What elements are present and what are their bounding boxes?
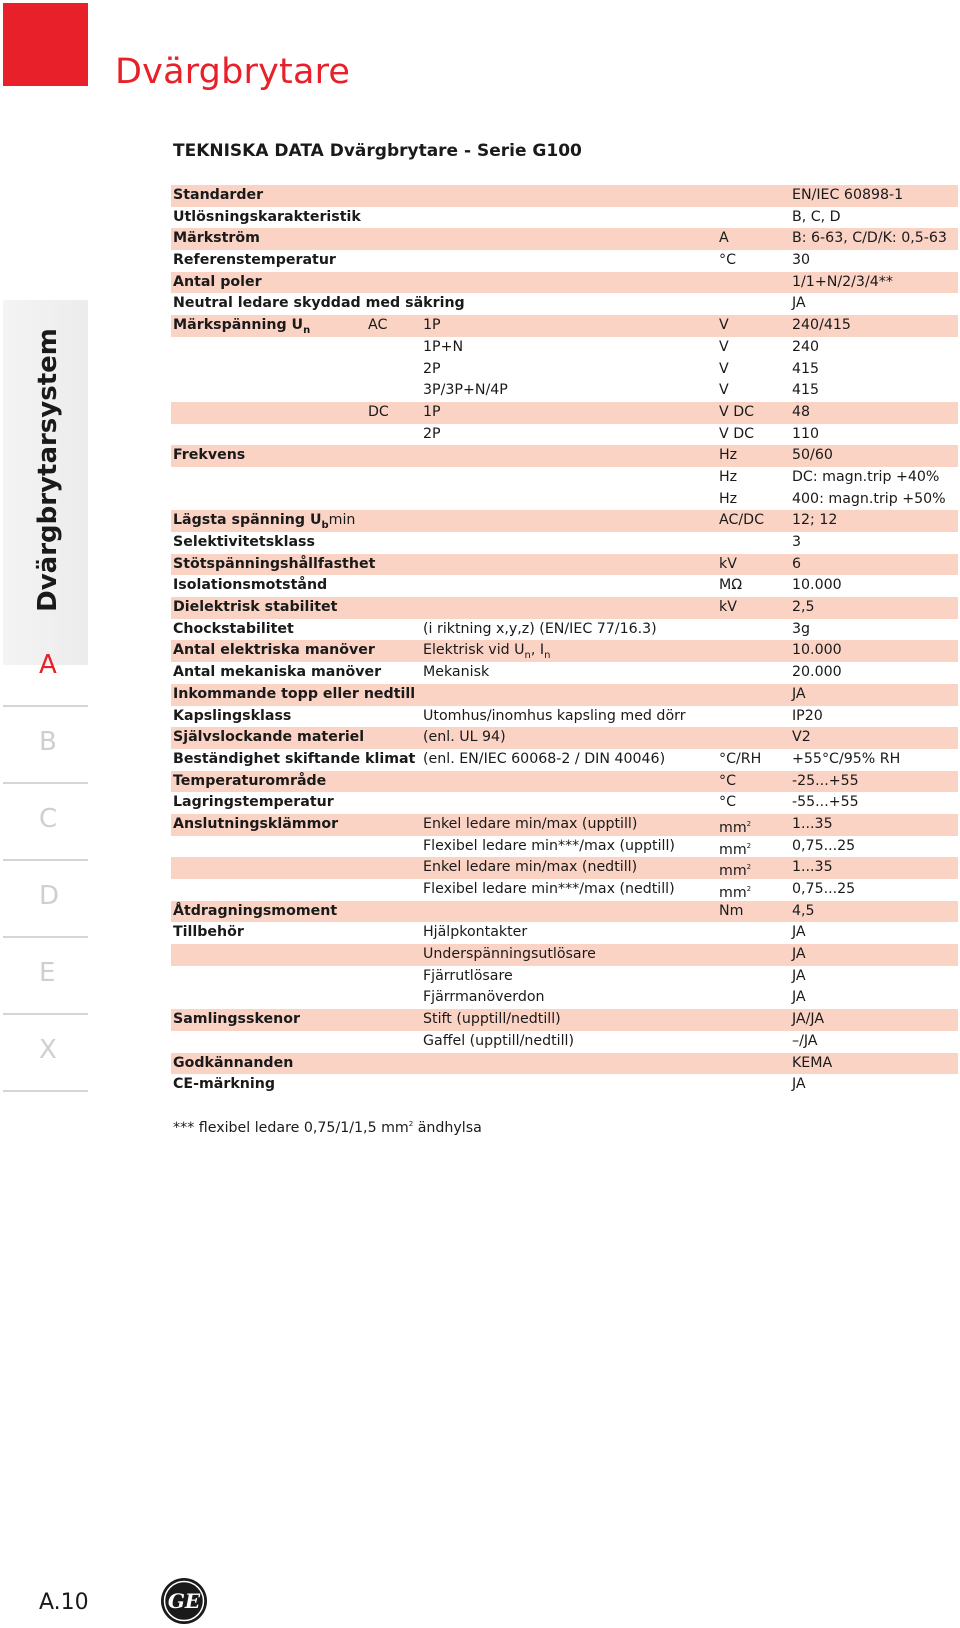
row-value: JA: [792, 967, 806, 984]
row-value: 50/60: [792, 447, 833, 464]
row-unit: A: [719, 230, 729, 247]
page-number: A.10: [39, 1590, 89, 1615]
row-value: JA: [792, 989, 806, 1006]
row-description: 1P: [423, 317, 441, 334]
row-value: 0,75...25: [792, 881, 856, 897]
row-description: Fjärrutlösare: [423, 967, 513, 984]
sidebar-label: Dvärgbrytarsystem: [33, 328, 63, 612]
row-unit: °C: [719, 794, 737, 811]
row-value: IP20: [792, 707, 823, 724]
row-description: Enkel ledare min/max (nedtill): [423, 859, 638, 876]
table-row: [171, 575, 958, 597]
row-description: Fjärrmanöverdon: [423, 989, 545, 1006]
row-value: –/JA: [792, 1032, 818, 1049]
table-row: [171, 185, 958, 207]
table-row: [171, 337, 958, 359]
row-label: Tillbehör: [173, 924, 244, 941]
row-value: 1...35: [792, 859, 833, 876]
sidebar-tab-d[interactable]: D: [3, 859, 88, 938]
row-value: 2,5: [792, 599, 815, 616]
row-subcategory: DC: [368, 403, 389, 420]
table-row: [171, 315, 958, 337]
row-unit: °C/RH: [719, 750, 762, 767]
table-row: [171, 1031, 958, 1053]
row-description: (enl. UL 94): [423, 729, 506, 746]
row-value: 12; 12: [792, 512, 838, 529]
row-unit: kV: [719, 555, 737, 572]
row-value: 6: [792, 555, 802, 572]
row-value: 30: [792, 252, 811, 269]
row-value: 1/1+N/2/3/4**: [792, 273, 893, 290]
row-label: Chockstabilitet: [173, 620, 294, 637]
sidebar-tab-b[interactable]: B: [3, 705, 88, 784]
table-row: [171, 901, 958, 923]
row-description: Stift (upptill/nedtill): [423, 1011, 561, 1028]
row-subcategory: AC: [368, 317, 388, 334]
row-unit: MΩ: [719, 577, 743, 594]
table-row: [171, 814, 958, 836]
row-value: 240: [792, 338, 820, 355]
table-row: [171, 987, 958, 1009]
section-title: TEKNISKA DATA Dvärgbrytare - Serie G100: [173, 141, 582, 161]
sidebar-tab-e[interactable]: E: [3, 936, 88, 1015]
row-description: Hjälpkontakter: [423, 924, 528, 941]
row-value: 20.000: [792, 664, 842, 681]
row-unit: V DC: [719, 403, 755, 420]
table-row: [171, 944, 958, 966]
table-row: [171, 966, 958, 988]
row-unit: Hz: [719, 490, 738, 507]
table-row: [171, 293, 958, 315]
row-value: KEMA: [792, 1054, 833, 1071]
table-row: [171, 272, 958, 294]
row-label: Isolationsmotstånd: [173, 577, 328, 594]
table-row: [171, 207, 958, 229]
table-row: [171, 554, 958, 576]
sidebar-tab-c[interactable]: C: [3, 782, 88, 861]
row-unit: °C: [719, 252, 737, 269]
row-description: 3P/3P+N/4P: [423, 382, 508, 399]
table-row: [171, 510, 958, 532]
table-row: [171, 749, 958, 771]
row-value: 3g: [792, 620, 811, 637]
row-label: Märkström: [173, 230, 260, 247]
row-value: -25...+55: [792, 772, 859, 789]
svg-text:GE: GE: [167, 1589, 201, 1613]
row-unit: kV: [719, 599, 737, 616]
page-title: Dvärgbrytare: [115, 52, 351, 92]
row-label: Neutral ledare skyddad med säkring: [173, 295, 465, 312]
table-row: [171, 879, 958, 901]
row-label: Utlösningskarakteristik: [173, 208, 361, 225]
row-label: Lägsta spänning $U_b\min$: [173, 512, 356, 532]
table-row: [171, 662, 958, 684]
row-value: 400: magn.trip +50%: [792, 490, 946, 507]
row-label: Samlingsskenor: [173, 1011, 300, 1028]
row-description: 1P+N: [423, 338, 464, 355]
row-label: Inkommande topp eller nedtill: [173, 685, 416, 702]
row-unit: AC/DC: [719, 512, 764, 529]
table-row: [171, 836, 958, 858]
row-value: V2: [792, 729, 811, 746]
sidebar-tab-x[interactable]: X: [3, 1013, 88, 1092]
footnote: *** flexibel ledare 0,75/1/1,5 $mm^2$ ändhylsa: [173, 1120, 482, 1136]
table-row: [171, 727, 958, 749]
table-row: [171, 424, 958, 446]
row-value: JA: [792, 924, 806, 941]
row-label: Beständighet skiftande klimat: [173, 750, 416, 767]
row-description: Flexibel ledare min***/max (upptill): [423, 837, 675, 854]
table-row: [171, 1074, 958, 1096]
table-row: [171, 380, 958, 402]
row-label: Godkännanden: [173, 1054, 294, 1071]
row-label: Åtdragningsmoment: [173, 902, 338, 919]
table-row: [171, 684, 958, 706]
row-description: (enl. EN/IEC 60068-2 / DIN 40046): [423, 750, 666, 767]
row-value: 10.000: [792, 577, 842, 594]
row-value: 1...35: [792, 815, 833, 832]
row-unit: $mm^2$: [719, 819, 752, 836]
table-row: [171, 1009, 958, 1031]
row-value: 240/415: [792, 317, 851, 334]
row-value: B: 6-63, C/D/K: 0,5-63: [792, 230, 947, 247]
spec-table: [171, 185, 958, 1096]
row-value: DC: magn.trip +40%: [792, 468, 940, 485]
row-value: JA: [792, 685, 806, 702]
row-unit: °C: [719, 772, 737, 789]
row-unit: Hz: [719, 447, 738, 464]
row-unit: Hz: [719, 468, 738, 485]
row-value: 10.000: [792, 642, 842, 659]
row-unit: V: [719, 338, 729, 355]
row-description: Mekanisk: [423, 664, 490, 681]
row-unit: V: [719, 382, 729, 399]
table-row: [171, 619, 958, 641]
table-row: [171, 792, 958, 814]
row-value: +55°C/95% RH: [792, 750, 901, 767]
row-label: Lagringstemperatur: [173, 794, 334, 811]
row-label: Självslockande materiel: [173, 729, 365, 746]
row-unit: Nm: [719, 902, 744, 919]
row-label: Antal elektriska manöver: [173, 642, 375, 659]
row-value: 48: [792, 403, 811, 420]
table-row: [171, 402, 958, 424]
row-value: EN/IEC 60898-1: [792, 187, 904, 203]
row-label: Dielektrisk stabilitet: [173, 599, 338, 616]
table-row: [171, 250, 958, 272]
row-unit: V DC: [719, 425, 755, 442]
table-row: [171, 445, 958, 467]
ge-logo: [160, 1577, 208, 1625]
row-value: 0,75...25: [792, 837, 856, 854]
row-description: 2P: [423, 360, 441, 377]
row-label: Antal mekaniska manöver: [173, 664, 382, 681]
table-row: [171, 1053, 958, 1075]
row-description: Enkel ledare min/max (upptill): [423, 815, 638, 832]
table-row: [171, 922, 958, 944]
row-description: Utomhus/inomhus kapsling med dörr: [423, 707, 686, 724]
row-label: Antal poler: [173, 273, 262, 290]
table-row: [171, 597, 958, 619]
table-row: [171, 489, 958, 511]
row-unit: $mm^2$: [719, 885, 752, 901]
row-label: Selektivitetsklass: [173, 534, 315, 550]
table-row: [171, 228, 958, 250]
table-row: [171, 359, 958, 381]
row-description: Flexibel ledare min***/max (nedtill): [423, 881, 675, 897]
row-label: CE-märkning: [173, 1076, 276, 1093]
table-row: [171, 771, 958, 793]
row-value: JA/JA: [792, 1011, 825, 1028]
row-unit: $mm^2$: [719, 841, 752, 858]
table-row: [171, 706, 958, 728]
row-label: Frekvens: [173, 447, 246, 464]
row-value: JA: [792, 946, 806, 963]
row-description: (i riktning x,y,z) (EN/IEC 77/16.3): [423, 620, 657, 637]
row-unit: $mm^2$: [719, 863, 752, 880]
row-label: Märkspänning $U_n$: [173, 317, 311, 337]
row-description: Underspänningsutlösare: [423, 946, 596, 963]
row-value: 415: [792, 382, 820, 399]
row-unit: V: [719, 317, 729, 334]
row-value: 3: [792, 534, 802, 550]
row-label: Anslutningsklämmor: [173, 815, 339, 832]
row-value: B, C, D: [792, 208, 841, 225]
row-value: JA: [792, 295, 806, 312]
row-value: JA: [792, 1076, 806, 1093]
table-row: [171, 640, 958, 662]
table-row: [171, 857, 958, 879]
row-label: Temperaturområde: [173, 772, 327, 789]
row-description: Elektrisk vid $U_n$, $I_n$: [423, 642, 551, 662]
row-label: Kapslingsklass: [173, 707, 292, 724]
row-value: 110: [792, 425, 820, 442]
row-value: 4,5: [792, 902, 815, 919]
row-value: 415: [792, 360, 820, 377]
row-label: Stötspänningshållfasthet: [173, 555, 376, 572]
row-unit: V: [719, 360, 729, 377]
row-label: Referenstemperatur: [173, 252, 336, 269]
row-description: 2P: [423, 425, 441, 442]
sidebar-tab-a[interactable]: A: [3, 628, 88, 707]
brand-color-block: [3, 3, 88, 86]
table-row: [171, 467, 958, 489]
row-label: Standarder: [173, 187, 264, 203]
table-row: [171, 532, 958, 554]
row-value: -55...+55: [792, 794, 859, 811]
row-description: Gaffel (upptill/nedtill): [423, 1032, 574, 1049]
row-description: 1P: [423, 403, 441, 420]
